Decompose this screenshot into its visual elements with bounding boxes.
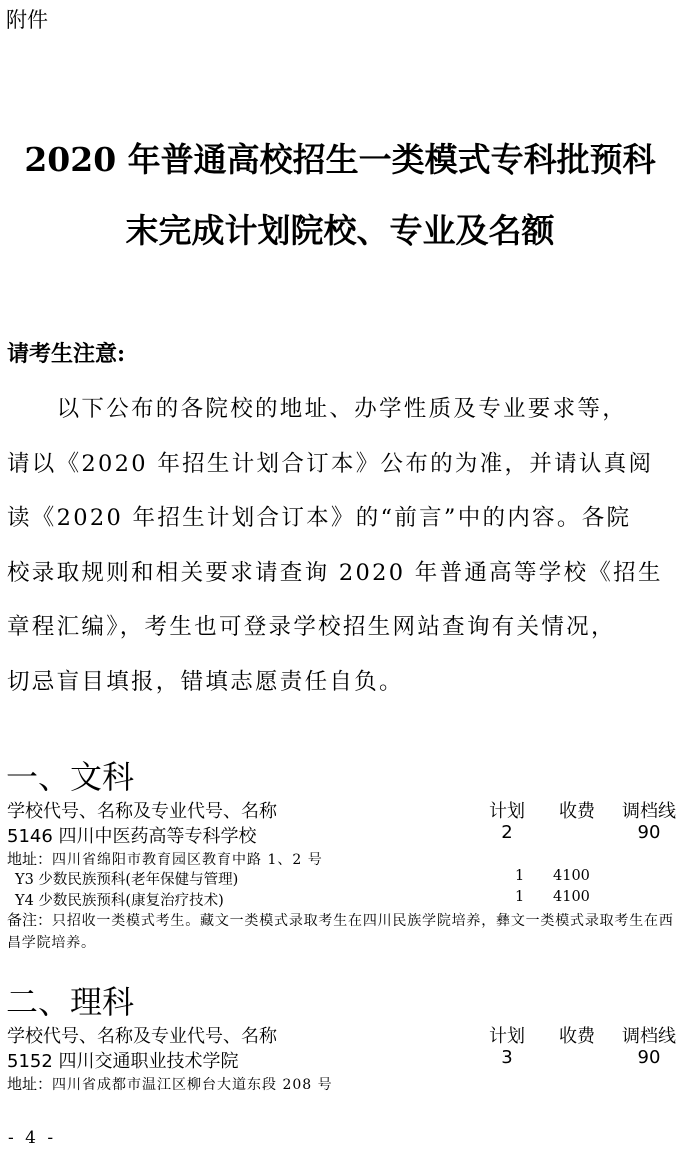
school-cutoff: 90 xyxy=(637,822,661,843)
notice-line: 切忌盲目填报，错填志愿责任自负。 xyxy=(7,668,404,695)
notice-line: 请以《2020 年招生计划合订本》公布的为准，并请认真阅 xyxy=(7,450,654,477)
school-plan: 2 xyxy=(501,822,513,843)
column-header-name: 学校代号、名称及专业代号、名称 xyxy=(7,801,277,822)
notice-line: 以下公布的各院校的地址、办学性质及专业要求等， xyxy=(7,396,628,422)
column-header-name: 学校代号、名称及专业代号、名称 xyxy=(7,1026,277,1047)
school-plan: 3 xyxy=(501,1047,513,1068)
major-name: Y4 少数民族预科(康复治疗技术) xyxy=(15,893,224,909)
remark-text: 只招收一类模式考生。藏文一类模式录取考生在四川民族学院培养，彝文一类模式录取考生在西昌学院培养。 xyxy=(7,913,674,951)
major-fee: 4100 xyxy=(553,868,590,884)
address-text: 四川省成都市温江区柳台大道东段 208 号 xyxy=(52,1077,333,1093)
column-header-fee: 收费 xyxy=(559,1026,595,1047)
major-name: Y3 少数民族预科(老年保健与管理) xyxy=(15,872,239,888)
address-text: 四川省绵阳市教育园区教育中路 1、2 号 xyxy=(52,852,323,868)
column-header-plan: 计划 xyxy=(489,1026,525,1047)
column-header-cutoff: 调档线 xyxy=(622,801,676,822)
notice-line: 章程汇编》，考生也可登录学校招生网站查询有关情况， xyxy=(7,614,616,640)
major-plan: 1 xyxy=(515,868,525,884)
column-header-plan: 计划 xyxy=(489,801,525,822)
document-title-line1: 2020 年普通高校招生一类模式专科批预科 xyxy=(24,140,656,179)
notice-line: 读《2020 年招生计划合订本》的“前言”中的内容。各院 xyxy=(7,505,632,531)
section-heading-liberal-arts: 一、文科 xyxy=(6,758,135,796)
school-code-name: 5152 四川交通职业技术学院 xyxy=(7,1051,239,1072)
remark xyxy=(7,909,677,954)
column-header-cutoff: 调档线 xyxy=(622,1026,676,1047)
remark-label: 备注： xyxy=(7,911,53,929)
major-plan: 1 xyxy=(515,889,525,905)
notice-heading: 请考生注意: xyxy=(7,341,126,367)
address-label: 地址： xyxy=(7,850,53,868)
major-fee: 4100 xyxy=(553,889,590,905)
notice-paragraph xyxy=(7,382,673,709)
school-code-name: 5146 四川中医药高等专科学校 xyxy=(7,826,257,847)
school-address xyxy=(7,848,323,869)
column-header-fee: 收费 xyxy=(559,801,595,822)
school-address xyxy=(7,1073,333,1094)
notice-line: 校录取规则和相关要求请查询 2020 年普通高等学校《招生 xyxy=(7,559,663,586)
document-title-line2: 末完成计划院校、专业及名额 xyxy=(125,211,555,250)
page-number: - 4 - xyxy=(8,1128,57,1148)
attachment-label: 附件 xyxy=(6,8,48,32)
section-heading-science: 二、理科 xyxy=(6,983,135,1021)
address-label: 地址： xyxy=(7,1075,53,1093)
school-cutoff: 90 xyxy=(637,1047,661,1068)
